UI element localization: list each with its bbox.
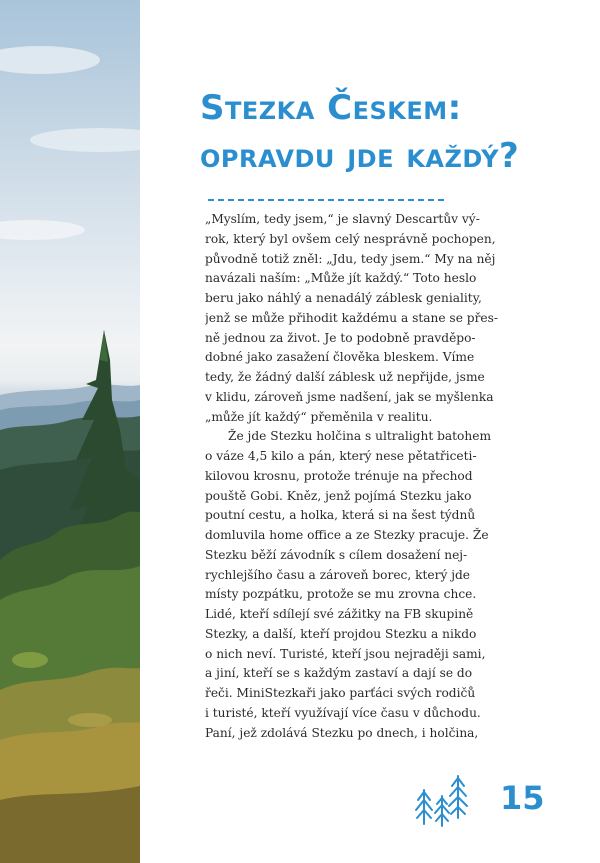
body-line: Stezky, a další, kteří projdou Stezku a nikdo [205, 626, 477, 641]
body-line: „může jít každý“ přeměnila v realitu. [205, 409, 433, 424]
body-line: Lidé, kteří sdílejí své zážitky na FB skupině [205, 607, 474, 621]
page-title-line-1: Stezka Českem: [200, 88, 462, 128]
body-line: „Myslím, tedy jsem,“ je slavný Descartův vý- [205, 212, 480, 226]
body-line: Že jde Stezku holčina s ultralight batohem [228, 429, 492, 444]
page-number: 15 [500, 779, 545, 817]
title-dashed-divider [208, 199, 444, 201]
body-line: a jiní, kteří se s každým zastaví a dají se do [205, 666, 473, 681]
body-line: rychlejšího času a zároveň borec, který jde [205, 567, 470, 582]
body-line: kilovou krosnu, protože trénuje na přechod [205, 468, 473, 483]
landscape-photo [0, 0, 140, 863]
body-line: i turisté, kteří využívají více času v důchodu. [205, 705, 481, 720]
body-line: v klidu, zároveň jsme nadšení, jak se myšlenka [205, 389, 494, 404]
body-line: jenž se může přihodit každému a stane se přes- [205, 310, 498, 325]
trees-icon [412, 772, 472, 828]
body-line: Stezku běží závodník s cílem dosažení nej- [205, 547, 468, 562]
body-line: dobné jako zasažení člověka bleskem. Víme [205, 350, 475, 365]
article-body [205, 210, 505, 743]
page-title-line-2: opravdu jde každý? [200, 136, 520, 176]
body-line: o váze 4,5 kilo a pán, který nese pětatřiceti- [205, 449, 477, 463]
body-line: původně totiž zněl: „Jdu, tedy jsem.“ My na něj [205, 251, 496, 266]
body-line: řeči. MiniStezkaři jako parťáci svých rodičů [205, 686, 476, 700]
body-line: ně jednou za život. Je to podobně pravděpo- [205, 330, 476, 345]
body-line: rok, který byl ovšem celý nesprávně pochopen, [205, 231, 496, 246]
body-line: o nich neví. Turisté, kteří jsou nejraději sami, [205, 646, 486, 661]
body-line: tedy, že žádný další záblesk už nepřijde, jsme [205, 370, 485, 384]
body-line: beru jako náhlý a nenadálý záblesk geniality, [205, 291, 482, 305]
page-title [200, 84, 530, 180]
body-line: pouště Gobi. Kněz, jenž pojímá Stezku jako [205, 488, 472, 503]
landscape-illustration [0, 0, 140, 863]
body-line: navázali naším: „Může jít každý.“ Toto heslo [205, 271, 477, 286]
body-line: poutní cestu, a holka, která si na šest týdnů [205, 508, 476, 523]
body-line: Paní, jež zdolává Stezku po dnech, i holčina, [205, 725, 479, 740]
body-line: domluvila home office a ze Stezky pracuje. Že [205, 528, 489, 542]
body-line: místy pozpátku, protože se mu zrovna chce. [205, 587, 477, 602]
